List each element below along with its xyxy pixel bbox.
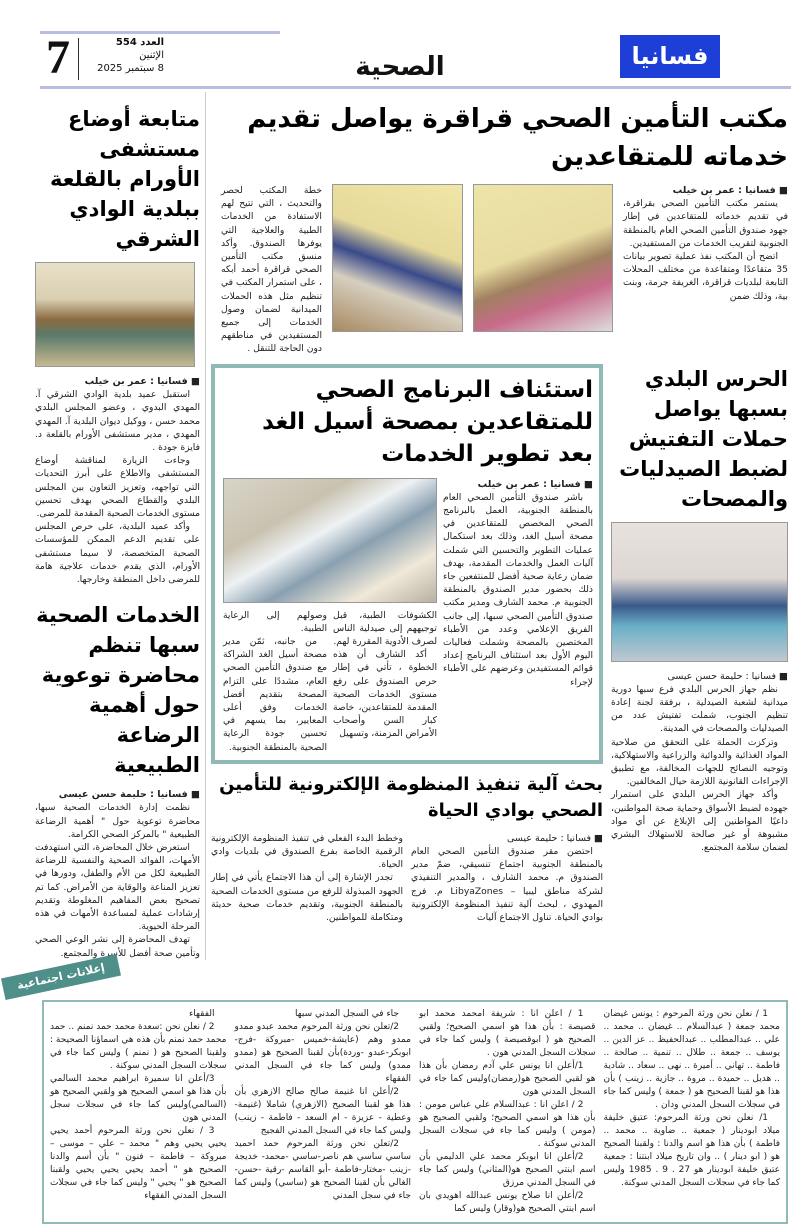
breastfeeding-paragraph: استعرض خلال المحاضرة، التي استهدفت الأمهات، الفوائد الصحية والنفسية للرضاعة الطبيعية لكل من الأم والطفل، ودورها في تعزيز المناعة والوقاية من الأمراض. كما تم تصحيح بعض المفاهيم المغلوطة وتقديم إرشادات عملية لمساعدة الأمهات في هذه المرحلة الحيوية. <box>35 842 200 933</box>
classified-ad: 2/تعلن نحن ورثة المرحوم حمد احميد ساسي ساسي هم ناصر-ساسي -محمد- خديجة -زينب -مختار-فاطمة -أبو القاسم -رقية -حسن-الغالي بأن لقبنا الصحيح هو (ساسي) وليس كما جاء في سجل المدني <box>234 1138 411 1201</box>
classified-ad: 3/أعلن انا سميرة ابراهيم محمد السالمي بأن هذا هو اسمي الصحيح هو ولقبي الصحيح هو (السالمي)وليس كما جاء في سجلات سجل المدني هون <box>50 1073 227 1123</box>
lead-paragraph: اتضح أن المكتب نفذ عملية تصوير بيانات 35 متقاعدًا ومتقاعدة من مختلف المحلات التابعة لبلديات قراقرة، الغريفة جرمة، وبنت بية، وذلك ضمن <box>623 251 788 302</box>
guard-paragraph: نظم جهاز الحرس البلدي فرع سبها دورية ميدانية لشعبة الصيدلية ، برفقة لجنة إعادة تنظيم الجنوب، شملت تفتيش عدد من الصيدليات والمصحات في المدينة. <box>611 683 788 735</box>
program-byline: ■ فسانيا : عمر بن خيلب <box>443 478 593 491</box>
breastfeeding-headline: الخدمات الصحية سبها تنظم محاضرة توعوية حول أهمية الرضاعة الطبيعية <box>36 603 200 778</box>
classified-ad: 1/ نعلن نحن ورثة المرحوم: عتيق خليفة ميلاد ابودينار ( جمعية .. ضاوية .. محمد .. فاطمة ) بأن هذا هو اسم والدنا : ولقبنا الصحيح هو ( ابو دينار ) .. وان تاريخ ميلاد ابنتنا : جمعية عتيق خليفة ابودينار هو 27 . 9 . 1985 وليس كما جاء في سجلات السجل المدني سوكنة. <box>603 1112 780 1188</box>
classified-ad: 2/أعلن انا غنيمة صالح صالح الازهري بأن هذا هو لقبنا الصحيح (الازهري) شاملا (غنيمة- وعطية - عزيزة - ام السعد - فاطمة - زينب) وليس كما جاء في السجل المدني الفجيج <box>234 1086 411 1136</box>
column-separator <box>205 92 206 960</box>
oncology-paragraph: استقبل عميد بلدية الوادي الشرقي آ. المهدي البدوي ، وعضو المجلس البلدي محمد حسن ، ووكيل ديوان البلدية آ. المهدي المهدي ، مدير مستشفى الأورام بالقلعة د. فايزة جودة . <box>35 389 200 454</box>
issue-date: 8 سبتمبر 2025 <box>97 63 164 74</box>
masthead <box>0 0 791 92</box>
left-column <box>35 92 200 960</box>
classified-ad: 2/أعلن انا ابوبكر محمد علي الدليمي بأن اسم ابنتي الصحيح هو(المثاني) وليس كما جاء في السجل المدني مرزق <box>419 1151 596 1188</box>
divider <box>78 38 79 80</box>
breastfeeding-body <box>35 788 200 960</box>
lead-article <box>211 184 788 356</box>
classified-ad: 2 / نعلن نحن :سعدة محمد حمد نمنم .. حمد محمد حمد نمنم بأن هذه هي اسماؤنا الصحيحة : ولقبنا الصحيح هو ( نمنم ) وليس كما جاء في سجلات السجل المدني سوكنة . <box>50 1021 227 1071</box>
program-tablet-photo <box>223 478 437 603</box>
classifieds <box>15 960 788 1224</box>
header-rule <box>40 86 791 89</box>
esystem-paragraph: احتضن مقر صندوق التأمين الصحي العام بالمنطقة الجنوبية اجتماع تنسيقي، ضمّ مدير الصندوق م. محمد الشارف ، والمدير التنفيذي لشركة مناطق ليبيا – LibyaZones م. فرج المهدوي ، لبحث آلية تنفيذ المنظومة الإلكترونية بوادي الحياة. تناول الاجتماع آليات <box>411 846 604 924</box>
classifieds-column-1 <box>604 1008 781 1216</box>
classifieds-column-3 <box>235 1008 412 1216</box>
lead-paragraph: خطة المكتب لحصر والتحديث ، التي تتيح لهم الاستفادة من الخدمات الطبية والعلاجية التي يوفرها الصندوق. وأكد منسق مكتب التأمين الصحي قراقرة أحمد أبكه ، على استمرار المكتب في تنظيم مثل هذه الحملات الميدانية لضمان وصول الخدمات إلى جميع المستفيدين في مناطقهم دون الحاجة للتنقل . <box>221 185 322 355</box>
breastfeeding-byline: ■ فسانيا : حليمة حسن عيسى <box>35 788 200 801</box>
breastfeeding-paragraph: نظمت إدارة الخدمات الصحية سبها، محاضرة توعوية حول " أهمية الرضاعة الطبيعية " بالمركز الصحي الكرامة. <box>35 802 200 840</box>
top-rule <box>40 31 280 34</box>
program-paragraph: أكد الشارف أن هذه الخطوة ، تأتي في إطار حرص الصندوق على رفع مستوى الخدمات الصحية المقدمة للمتقاعدين، خاصة كبار السن وأصحاب الأمراض المزمنة، وتسهيل <box>333 649 437 740</box>
second-row <box>211 364 788 925</box>
oncology-byline: ■ فسانيا : عمر بن خيلب <box>35 375 200 388</box>
classifieds-tag <box>1 954 121 1000</box>
classified-ad: 2/أعلن انا صلاح يونس عبدالله اهويدي بان اسم ابنتي الصحيح هو(وقار) وليس كما <box>419 1190 596 1214</box>
program-headline: استئناف البرنامج الصحي للمتقاعدين بمصحة أسيل الغد بعد تطوير الخدمات <box>262 376 593 467</box>
esystem-headline: بحث آلية تنفيذ المنظومة الإلكترونية للتأمين الصحي بوادي الحياة <box>219 773 603 821</box>
program-content <box>221 478 593 754</box>
logo <box>620 35 720 78</box>
program-paragraph: الكشوفات الطبية، قبل توجيههم إلى صيدلية الناس لصرف الأدوية المقررة لهم. <box>333 609 437 648</box>
oncology-body <box>35 375 200 586</box>
program-paragraph: من جانبه، ثمّن مدير مصحة أسيل الغد الشراكة مع صندوق التأمين الصحي العام، مشددًا على التزام المصحة بتقديم أفضل الخدمات وفق أعلى المعايير، بما يسهم في تحسين جودة الرعاية الصحية بالمنطقة الجنوبية. <box>223 636 327 753</box>
classifieds-tag-label: إعلانات اجتماعية <box>15 960 106 993</box>
issue-number: العدد 554 <box>115 37 164 48</box>
classified-ad: الفقهاء <box>189 1008 215 1019</box>
lead-headline: مكتب التأمين الصحي قراقرة يواصل تقديم خدماته للمتقاعدين <box>247 104 788 172</box>
classified-ad: 1 / نعلن نحن ورثة المرحوم : يونس غيضان محمد جمعة ( عبدالسلام .. غيضان .. محمد .. علي .. عبدالمطلب .. عبدالحفيظ .. عز الدين .. يوسف .. جمعة .. طلال .. تنمية .. صالحة .. فاطمة .. تهاني .. أميرة .. نهى .. سعاد .. شادية .. هديل .. حميدة .. مروة .. جازية .. زينب ) بأن هذا هو لقبنا الصحيح هو ( جمعة ) وليس كما جاء في سجلات السجل المدني ودان . <box>603 1008 780 1110</box>
esystem-body <box>211 832 603 924</box>
guard-inspection-photo <box>611 522 788 662</box>
classified-ad: 3 / نعلن نحن ورثة المرحوم أحمد يحيي يحيي يحيي وهم " محمد – علي – موسى – مبروكة – فاطمة – فنون " بأن أسم والدنا الصحيح هو " أحمد يحيي يحيي يحيي ولقبنا الصحيح هو " يحيي " وليس كما جاء في سجلات السجل المدني الفقهاء <box>50 1125 227 1201</box>
section-title: الصحية <box>355 52 445 82</box>
page-number: 7 <box>46 31 70 84</box>
esystem-paragraph: وخطط البدء الفعلي في تنفيذ المنظومة الإلكترونية الرقمية الخاصة بفرع الصندوق في بلديات وادي الحياة. <box>211 832 403 871</box>
classified-ad: 2 / اعلن انا : عبدالسلام علي عباس مومن : بأن هذا هو اسمي الصحيح؛ ولقبي الصحيح هو (مومن ) وليس كما جاء في سجلات السجل المدني سوكنة . <box>419 1099 596 1149</box>
program-paragraph: وصولهم إلى الرعاية الطبية. <box>223 609 327 634</box>
lead-photo-woman-at-desk <box>473 184 613 332</box>
guard-paragraph: وأكد جهاز الحرس البلدي على استمرار جهوده لضبط الأسواق وحماية صحة المواطنين، داعيًا المواطنين إلى الإبلاغ عن أي مواد مشبوهة أو غير صالحة للاستهلاك البشري لضمان سلامة المجتمع. <box>611 789 788 854</box>
classified-ad: 1 / اعلن انا : شريفة امحمد محمد ابو قصيصة : بأن هذا هو اسمي الصحيح؛ ولقبي الصحيح هو ( ابوقصيصة ) وليس كما جاء في سجلات السجل المدني هون . <box>419 1008 596 1058</box>
program-box <box>211 364 603 764</box>
guard-paragraph: وتركزت الحملة على التحقق من صلاحية المواد الغذائية والدوائية والزراعية والاستهلاكية، وتوجيه النصائح للجهات المخالفة، مع تطبيق الإجراءات القانونية اللازمة حيال المخالفين. <box>611 736 788 788</box>
program-lower-columns <box>223 609 437 754</box>
lead-byline: ■ فسانيا : عمر بن خيلب <box>623 184 788 197</box>
guard-article <box>611 364 788 855</box>
classifieds-column-2 <box>419 1008 596 1216</box>
program-paragraph: باشر صندوق التأمين الصحي العام بالمنطقة الجنوبية، العمل بالبرنامج الصحي المخصص للمتقاعدين في مصحة أسيل الغد، وذلك بعد استكمال عمليات التطوير والتحسين التي شملت آليات العمل والخدمات المقدمة، بهدف ضمان رعاية صحية أفضل للمنتفعين جاء ذلك بحضور مدير الصندوق بالمنطقة الجنوبية م. محمد الشارف ومدير مكتب صندوق التأمين الصحي سبها، إلى جانب الفريق الإعلامي وعدد من الأطباء المختصين بالمصحة وشملت فعاليات اليوم الأول بعد استئناف البرنامج إعداد قوائم المستفيدين وعرضهم على الأطباء لإجراء <box>443 491 593 688</box>
program-column-1 <box>443 478 593 689</box>
guard-byline: ■ فسانيا : حليمة حسن عيسى <box>611 670 788 683</box>
lead-column-2 <box>221 184 322 356</box>
logo-text: فسانيا <box>631 42 709 70</box>
program-column-3 <box>223 609 327 754</box>
main-content <box>0 92 791 960</box>
guard-headline: الحرس البلدي بسبها يواصل حملات التفتيش لضبط الصيدليات والمصحات <box>619 366 788 511</box>
program-column-2 <box>333 609 437 741</box>
esystem-paragraph: تجدر الإشارة إلى أن هذا الاجتماع يأتي في إطار الجهود المبذولة للرفع من مستوى الخدمات الصحية بالمنطقة الجنوبية، وتقديم خدمات صحية حديثة ومتكاملة للمواطنين. <box>211 872 403 924</box>
oncology-paragraph: وجاءت الزيارة لمناقشة أوضاع المستشفى والاطلاع على أبرز التحديات التي تواجهه، وتعزيز التعاون بين المجلس البلدي والقطاع الصحي بهدف تحسين مستوى الخدمات الصحية المقدمة للمرضى. <box>35 455 200 520</box>
esystem-column-1 <box>411 832 603 924</box>
oncology-paragraph: وأكد عميد البلدية، على حرص المجلس على تقديم الدعم الممكن للمؤسسات الصحية المتخصصة، لا سيما مستشفى الأورام، الذي يقدم خدمات علاجية هامة للمرضى داخل المنطقة وخارجها. <box>35 521 200 586</box>
oncology-headline: متابعة أوضاع مستشفى الأورام بالقلعة ببلدية الوادي الشرقي <box>50 107 200 251</box>
guard-body <box>611 670 788 855</box>
lead-photo-man-at-desk <box>332 184 463 332</box>
classified-ad: 2/تعلن نحن ورثة المرحوم محمد عبدو ممدو ممدو وهم (عايشة-خميس -مبروكة -فرج-ابوبكر-عبدو -وردة)بأن لقبنا الصحيح هو (ممدو ممدو) وليس كما جاء في السجل المدني الفقهاء <box>234 1021 411 1084</box>
issue-info <box>84 36 164 75</box>
classifieds-column-4 <box>50 1008 227 1216</box>
classified-ad: جاء في السجل المدني سبها <box>294 1008 399 1019</box>
lead-paragraph: يستمر مكتب التأمين الصحي بقراقرة، في تقديم خدماته للمتقاعدين في إطار جهود صندوق التأمين الصحي العام بالمنطقة الجنوبية لتقريب الخدمات من المستفيدين. <box>623 198 788 249</box>
classifieds-box <box>42 1000 788 1224</box>
program-left <box>223 478 437 754</box>
lead-column-1 <box>623 184 788 303</box>
esystem-byline: ■ فسانيا : حليمة عيسى <box>411 832 603 845</box>
center-stack <box>211 364 603 925</box>
breastfeeding-paragraph: تهدف المحاضرة إلى نشر الوعي الصحي وتأمين صحة أفضل للأسرة والمجتمع. <box>35 934 200 959</box>
esystem-column-2 <box>211 832 403 924</box>
right-area <box>211 92 788 960</box>
issue-day: الإثنين <box>139 50 164 61</box>
oncology-meeting-photo <box>35 262 195 367</box>
classified-ad: 1/أعلن انا يونس علي آدم رمضان بأن هذا هو لقبي الصحيح هو(رمضان)وليس كما جاء في السجل المدني هون <box>419 1060 596 1097</box>
